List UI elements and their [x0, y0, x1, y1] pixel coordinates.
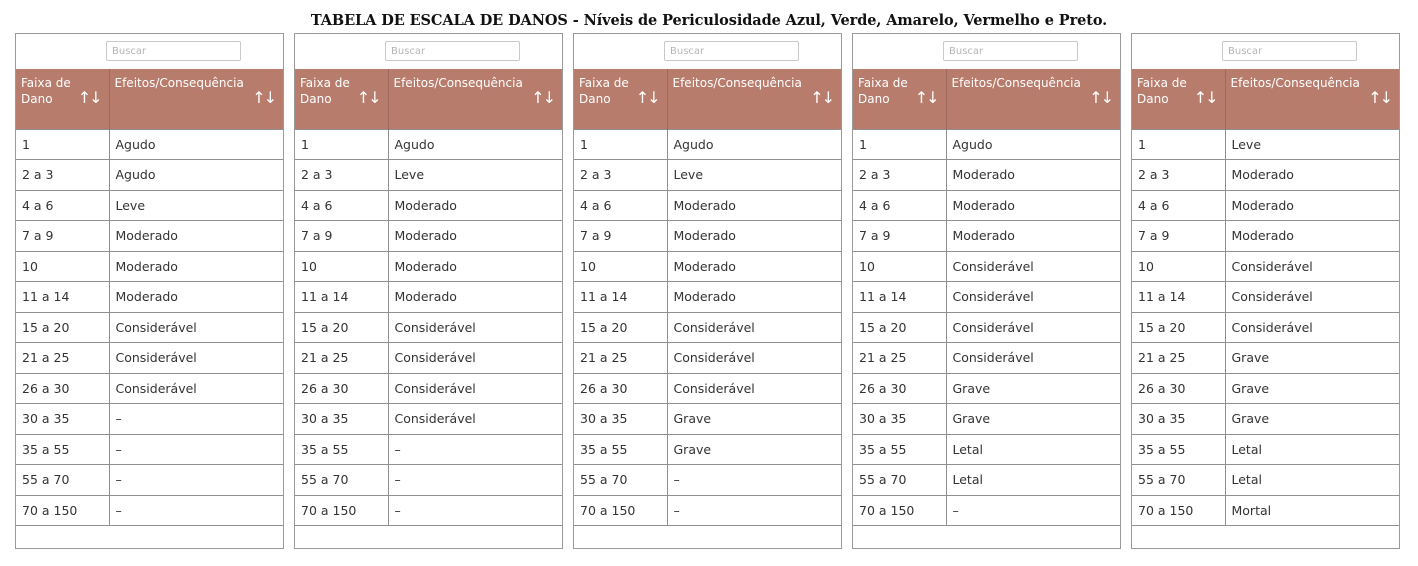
search-input[interactable]: [385, 41, 520, 61]
effect-cell: Considerável: [388, 373, 562, 404]
damage-range-cell: 4 a 6: [853, 190, 946, 221]
table-row: [16, 465, 283, 496]
effect-cell: Considerável: [946, 251, 1120, 282]
table-row: [16, 190, 283, 221]
table-row: [1132, 434, 1399, 465]
table-row: [295, 160, 562, 191]
table-row: [295, 465, 562, 496]
search-input[interactable]: [1222, 41, 1357, 61]
table-row: [574, 404, 841, 435]
effect-cell: Considerável: [1225, 312, 1399, 343]
column-header-effect-label: Efeitos/Consequência: [114, 76, 244, 90]
damage-range-cell: 2 a 3: [16, 160, 109, 191]
column-header-range[interactable]: [574, 69, 667, 129]
damage-range-cell: 10: [295, 251, 388, 282]
effect-cell: Considerável: [667, 343, 841, 374]
table-row: [295, 373, 562, 404]
damage-range-cell: 26 a 30: [295, 373, 388, 404]
damage-range-cell: 7 a 9: [16, 221, 109, 252]
damage-range-cell: 30 a 35: [295, 404, 388, 435]
sort-arrows-icon[interactable]: ↑↓: [635, 88, 659, 107]
damage-range-cell: 7 a 9: [853, 221, 946, 252]
effect-cell: Agudo: [946, 129, 1120, 160]
damage-range-cell: 10: [16, 251, 109, 282]
damage-range-cell: 1: [1132, 129, 1225, 160]
table-footer-cell: [16, 526, 283, 551]
damage-table: [16, 69, 283, 551]
damage-range-cell: 2 a 3: [853, 160, 946, 191]
table-row: [295, 129, 562, 160]
table-row: [1132, 495, 1399, 526]
effect-cell: Considerável: [946, 282, 1120, 313]
damage-range-cell: 30 a 35: [574, 404, 667, 435]
search-bar: [1132, 34, 1399, 69]
table-row: [853, 160, 1120, 191]
damage-range-cell: 26 a 30: [574, 373, 667, 404]
column-header-range[interactable]: [16, 69, 109, 129]
page-title: TABELA DE ESCALA DE DANOS - Níveis de Periculosidade Azul, Verde, Amarelo, Vermelho e Preto.: [310, 12, 1108, 29]
effect-cell: Moderado: [667, 190, 841, 221]
column-header-range-label: Faixa de Dano: [579, 76, 629, 106]
table-footer-row: [1132, 526, 1399, 551]
sort-arrows-icon[interactable]: ↑↓: [914, 88, 938, 107]
table-row: [16, 160, 283, 191]
effect-cell: Considerável: [946, 343, 1120, 374]
damage-table: [853, 69, 1120, 551]
damage-range-cell: 2 a 3: [574, 160, 667, 191]
table-row: [574, 221, 841, 252]
table-row: [16, 495, 283, 526]
damage-range-cell: 4 a 6: [1132, 190, 1225, 221]
effect-cell: Moderado: [109, 221, 283, 252]
damage-table-panel-3: [573, 33, 842, 549]
damage-range-cell: 35 a 55: [853, 434, 946, 465]
damage-range-cell: 35 a 55: [1132, 434, 1225, 465]
effect-cell: –: [667, 465, 841, 496]
damage-range-cell: 55 a 70: [1132, 465, 1225, 496]
effect-cell: Grave: [1225, 373, 1399, 404]
column-header-range[interactable]: [1132, 69, 1225, 129]
table-row: [1132, 282, 1399, 313]
table-row: [16, 221, 283, 252]
effect-cell: –: [946, 495, 1120, 526]
table-row: [1132, 404, 1399, 435]
damage-range-cell: 4 a 6: [295, 190, 388, 221]
search-input[interactable]: [106, 41, 241, 61]
column-header-effect[interactable]: [667, 69, 841, 129]
table-footer-row: [295, 526, 562, 551]
effect-cell: Agudo: [667, 129, 841, 160]
effect-cell: –: [388, 495, 562, 526]
damage-range-cell: 11 a 14: [1132, 282, 1225, 313]
damage-range-cell: 15 a 20: [16, 312, 109, 343]
search-input[interactable]: [943, 41, 1078, 61]
effect-cell: Considerável: [388, 312, 562, 343]
table-row: [16, 129, 283, 160]
damage-range-cell: 70 a 150: [1132, 495, 1225, 526]
damage-range-cell: 30 a 35: [16, 404, 109, 435]
damage-range-cell: 7 a 9: [295, 221, 388, 252]
damage-range-cell: 21 a 25: [574, 343, 667, 374]
damage-table-panel-5: [1131, 33, 1400, 549]
damage-range-cell: 70 a 150: [853, 495, 946, 526]
effect-cell: Considerável: [1225, 251, 1399, 282]
damage-range-cell: 2 a 3: [1132, 160, 1225, 191]
search-bar: [853, 34, 1120, 69]
table-footer-cell: [1132, 526, 1399, 551]
table-row: [853, 465, 1120, 496]
effect-cell: Moderado: [388, 282, 562, 313]
sort-arrows-icon[interactable]: ↑↓: [810, 88, 833, 107]
effect-cell: Letal: [946, 465, 1120, 496]
effect-cell: –: [109, 404, 283, 435]
effect-cell: Considerável: [667, 373, 841, 404]
table-row: [853, 404, 1120, 435]
sort-arrows-icon[interactable]: ↑↓: [1193, 88, 1217, 107]
table-row: [853, 312, 1120, 343]
column-header-range-label: Faixa de Dano: [858, 76, 908, 106]
table-row: [16, 251, 283, 282]
table-row: [1132, 129, 1399, 160]
table-row: [853, 343, 1120, 374]
search-bar: [574, 34, 841, 69]
effect-cell: Moderado: [388, 251, 562, 282]
column-header-effect-label: Efeitos/Consequência: [1230, 76, 1360, 90]
effect-cell: –: [109, 465, 283, 496]
column-header-range-label: Faixa de Dano: [300, 76, 350, 106]
table-row: [295, 343, 562, 374]
effect-cell: Moderado: [946, 190, 1120, 221]
effect-cell: Leve: [667, 160, 841, 191]
table-row: [16, 434, 283, 465]
effect-cell: Moderado: [1225, 190, 1399, 221]
column-header-effect-label: Efeitos/Consequência: [393, 76, 523, 90]
effect-cell: Moderado: [388, 221, 562, 252]
table-row: [16, 373, 283, 404]
table-row: [295, 221, 562, 252]
column-header-effect[interactable]: [946, 69, 1120, 129]
effect-cell: Grave: [667, 404, 841, 435]
damage-range-cell: 15 a 20: [574, 312, 667, 343]
table-row: [853, 434, 1120, 465]
effect-cell: Considerável: [109, 373, 283, 404]
table-row: [853, 495, 1120, 526]
effect-cell: Letal: [1225, 434, 1399, 465]
damage-range-cell: 21 a 25: [16, 343, 109, 374]
table-row: [853, 221, 1120, 252]
table-row: [574, 343, 841, 374]
damage-range-cell: 1: [16, 129, 109, 160]
table-row: [295, 282, 562, 313]
sort-arrows-icon[interactable]: ↑↓: [252, 88, 275, 107]
effect-cell: Agudo: [388, 129, 562, 160]
effect-cell: –: [667, 495, 841, 526]
damage-range-cell: 35 a 55: [16, 434, 109, 465]
effect-cell: Moderado: [667, 251, 841, 282]
table-row: [574, 495, 841, 526]
effect-cell: Leve: [388, 160, 562, 191]
damage-range-cell: 21 a 25: [853, 343, 946, 374]
sort-arrows-icon[interactable]: ↑↓: [1089, 88, 1112, 107]
table-row: [1132, 160, 1399, 191]
search-bar: [295, 34, 562, 69]
table-row: [853, 129, 1120, 160]
effect-cell: Considerável: [667, 312, 841, 343]
damage-range-cell: 26 a 30: [853, 373, 946, 404]
damage-range-cell: 15 a 20: [295, 312, 388, 343]
damage-range-cell: 10: [853, 251, 946, 282]
effect-cell: Grave: [946, 404, 1120, 435]
damage-range-cell: 55 a 70: [853, 465, 946, 496]
table-row: [574, 282, 841, 313]
damage-range-cell: 55 a 70: [295, 465, 388, 496]
damage-range-cell: 10: [1132, 251, 1225, 282]
damage-range-cell: 15 a 20: [853, 312, 946, 343]
damage-range-cell: 2 a 3: [295, 160, 388, 191]
table-row: [853, 190, 1120, 221]
damage-range-cell: 70 a 150: [574, 495, 667, 526]
effect-cell: Mortal: [1225, 495, 1399, 526]
effect-cell: Moderado: [1225, 221, 1399, 252]
effect-cell: Considerável: [946, 312, 1120, 343]
column-header-effect[interactable]: [109, 69, 283, 129]
table-row: [295, 190, 562, 221]
table-row: [574, 434, 841, 465]
damage-range-cell: 35 a 55: [574, 434, 667, 465]
table-row: [295, 251, 562, 282]
column-header-effect-label: Efeitos/Consequência: [951, 76, 1081, 90]
table-row: [295, 434, 562, 465]
damage-table-panel-2: [294, 33, 563, 549]
effect-cell: –: [388, 465, 562, 496]
table-row: [574, 465, 841, 496]
damage-range-cell: 70 a 150: [16, 495, 109, 526]
table-row: [1132, 312, 1399, 343]
column-header-effect[interactable]: [388, 69, 562, 129]
effect-cell: Letal: [946, 434, 1120, 465]
damage-table: [574, 69, 841, 551]
table-row: [574, 251, 841, 282]
damage-range-cell: 11 a 14: [16, 282, 109, 313]
table-row: [574, 160, 841, 191]
column-header-range-label: Faixa de Dano: [1137, 76, 1187, 106]
table-row: [1132, 465, 1399, 496]
effect-cell: –: [109, 495, 283, 526]
damage-range-cell: 30 a 35: [853, 404, 946, 435]
effect-cell: Moderado: [1225, 160, 1399, 191]
table-footer-row: [16, 526, 283, 551]
table-row: [16, 312, 283, 343]
effect-cell: Considerável: [388, 343, 562, 374]
damage-range-cell: 30 a 35: [1132, 404, 1225, 435]
damage-range-cell: 1: [853, 129, 946, 160]
effect-cell: Agudo: [109, 160, 283, 191]
damage-range-cell: 26 a 30: [16, 373, 109, 404]
sort-arrows-icon[interactable]: ↑↓: [1368, 88, 1391, 107]
table-row: [1132, 190, 1399, 221]
damage-table: [1132, 69, 1399, 551]
table-row: [1132, 343, 1399, 374]
table-footer-row: [574, 526, 841, 551]
table-row: [1132, 221, 1399, 252]
effect-cell: Letal: [1225, 465, 1399, 496]
damage-range-cell: 7 a 9: [574, 221, 667, 252]
effect-cell: Considerável: [109, 312, 283, 343]
table-row: [16, 282, 283, 313]
table-row: [853, 373, 1120, 404]
sort-arrows-icon[interactable]: ↑↓: [531, 88, 554, 107]
damage-table: [295, 69, 562, 551]
effect-cell: Leve: [1225, 129, 1399, 160]
search-input[interactable]: [664, 41, 799, 61]
table-row: [1132, 251, 1399, 282]
damage-range-cell: 1: [574, 129, 667, 160]
effect-cell: Considerável: [1225, 282, 1399, 313]
table-row: [295, 312, 562, 343]
damage-range-cell: 1: [295, 129, 388, 160]
column-header-effect[interactable]: [1225, 69, 1399, 129]
table-row: [574, 312, 841, 343]
effect-cell: Moderado: [946, 160, 1120, 191]
table-footer-row: [853, 526, 1120, 551]
table-row: [574, 190, 841, 221]
damage-range-cell: 4 a 6: [574, 190, 667, 221]
damage-range-cell: 11 a 14: [853, 282, 946, 313]
damage-range-cell: 26 a 30: [1132, 373, 1225, 404]
sort-arrows-icon[interactable]: ↑↓: [356, 88, 380, 107]
table-row: [574, 373, 841, 404]
table-row: [853, 251, 1120, 282]
search-bar: [16, 34, 283, 69]
column-header-range-label: Faixa de Dano: [21, 76, 71, 106]
effect-cell: Moderado: [667, 221, 841, 252]
effect-cell: Moderado: [109, 282, 283, 313]
effect-cell: Moderado: [946, 221, 1120, 252]
damage-range-cell: 55 a 70: [574, 465, 667, 496]
damage-range-cell: 11 a 14: [574, 282, 667, 313]
column-header-range[interactable]: [853, 69, 946, 129]
table-row: [295, 495, 562, 526]
table-footer-cell: [853, 526, 1120, 551]
damage-range-cell: 70 a 150: [295, 495, 388, 526]
damage-range-cell: 35 a 55: [295, 434, 388, 465]
table-row: [16, 343, 283, 374]
column-header-effect-label: Efeitos/Consequência: [672, 76, 802, 90]
table-footer-cell: [295, 526, 562, 551]
effect-cell: –: [109, 434, 283, 465]
damage-range-cell: 4 a 6: [16, 190, 109, 221]
damage-range-cell: 11 a 14: [295, 282, 388, 313]
damage-range-cell: 55 a 70: [16, 465, 109, 496]
table-row: [574, 129, 841, 160]
damage-range-cell: 21 a 25: [1132, 343, 1225, 374]
effect-cell: –: [388, 434, 562, 465]
damage-table-panel-4: [852, 33, 1121, 549]
effect-cell: Considerável: [109, 343, 283, 374]
table-footer-cell: [574, 526, 841, 551]
effect-cell: Agudo: [109, 129, 283, 160]
sort-arrows-icon[interactable]: ↑↓: [77, 88, 101, 107]
effect-cell: Moderado: [109, 251, 283, 282]
effect-cell: Moderado: [388, 190, 562, 221]
damage-range-cell: 10: [574, 251, 667, 282]
column-header-range[interactable]: [295, 69, 388, 129]
damage-range-cell: 7 a 9: [1132, 221, 1225, 252]
effect-cell: Grave: [1225, 343, 1399, 374]
effect-cell: Moderado: [667, 282, 841, 313]
effect-cell: Grave: [667, 434, 841, 465]
damage-table-panel-1: [15, 33, 284, 549]
damage-range-cell: 21 a 25: [295, 343, 388, 374]
table-row: [16, 404, 283, 435]
effect-cell: Grave: [946, 373, 1120, 404]
table-row: [853, 282, 1120, 313]
effect-cell: Considerável: [388, 404, 562, 435]
effect-cell: Leve: [109, 190, 283, 221]
table-row: [295, 404, 562, 435]
table-row: [1132, 373, 1399, 404]
effect-cell: Grave: [1225, 404, 1399, 435]
damage-range-cell: 15 a 20: [1132, 312, 1225, 343]
